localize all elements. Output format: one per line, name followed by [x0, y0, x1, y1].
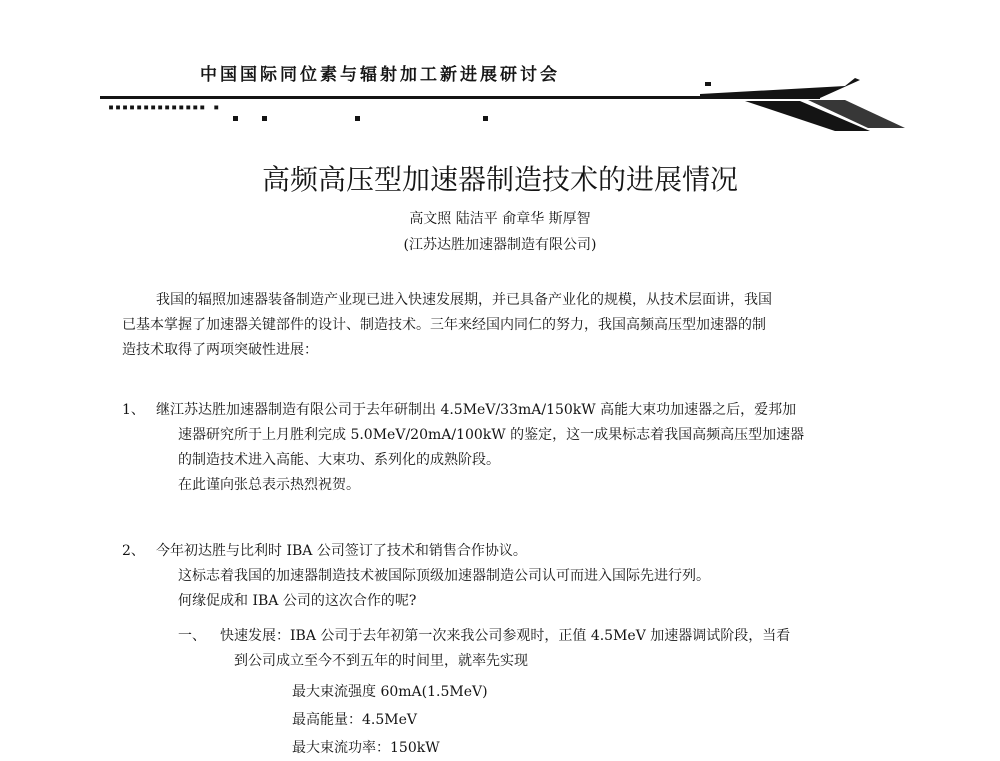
intro-line: 已基本掌握了加速器关键部件的设计、制造技术。三年来经国内同仁的努力，我国高频高压型加速器的制 — [122, 317, 766, 333]
item1-line: 的制造技术进入高能、大束功、系列化的成熟阶段。 — [178, 452, 500, 468]
paper-affiliation: (江苏达胜加速器制造有限公司) — [403, 237, 597, 253]
list-marker: 2、 — [122, 543, 145, 559]
spec-line: 最高能量：4.5MeV — [292, 712, 417, 728]
paper-authors: 高文照 陆洁平 俞章华 斯厚智 — [409, 211, 591, 227]
conference-title: 中国国际同位素与辐射加工新进展研讨会 — [200, 65, 560, 85]
sub-list-marker: 一、 — [178, 628, 206, 644]
item1-line: 速器研究所于上月胜利完成 5.0MeV/20mA/100kW 的鉴定，这一成果标志着我国高频高压型加速器 — [178, 427, 805, 443]
intro-line: 我国的辐照加速器装备制造产业现已进入快速发展期，并已具备产业化的规模，从技术层面讲，我国 — [156, 292, 772, 308]
header-dot-pattern: ▪▪▪▪▪▪▪▪▪▪▪▪▪▪ ▪ — [108, 102, 221, 113]
item1-line: 在此谨向张总表示热烈祝贺。 — [178, 477, 360, 493]
spec-line: 最大束流强度 60mA(1.5MeV) — [292, 684, 488, 700]
intro-line: 造技术取得了两项突破性进展： — [122, 342, 318, 358]
paper-title: 高频高压型加速器制造技术的进展情况 — [261, 163, 738, 196]
spec-line: 最大束流功率：150kW — [292, 740, 440, 756]
item2-line: 今年初达胜与比利时 IBA 公司签订了技术和销售合作协议。 — [156, 543, 527, 559]
item2-line: 何缘促成和 IBA 公司的这次合作的呢? — [178, 593, 417, 609]
list-marker: 1、 — [122, 402, 145, 418]
item1-line: 继江苏达胜加速器制造有限公司于去年研制出 4.5MeV/33mA/150kW 高能大束功加速器之后，爱邦加 — [156, 402, 797, 418]
sub-item-line: 到公司成立至今不到五年的时间里，就率先实现 — [234, 653, 528, 669]
item2-line: 这标志着我国的加速器制造技术被国际顶级加速器制造公司认可而进入国际先进行列。 — [178, 568, 710, 584]
sub-item-line: 快速发展：IBA 公司于去年初第一次来我公司参观时，正值 4.5MeV 加速器调试阶段，当看 — [220, 628, 791, 644]
